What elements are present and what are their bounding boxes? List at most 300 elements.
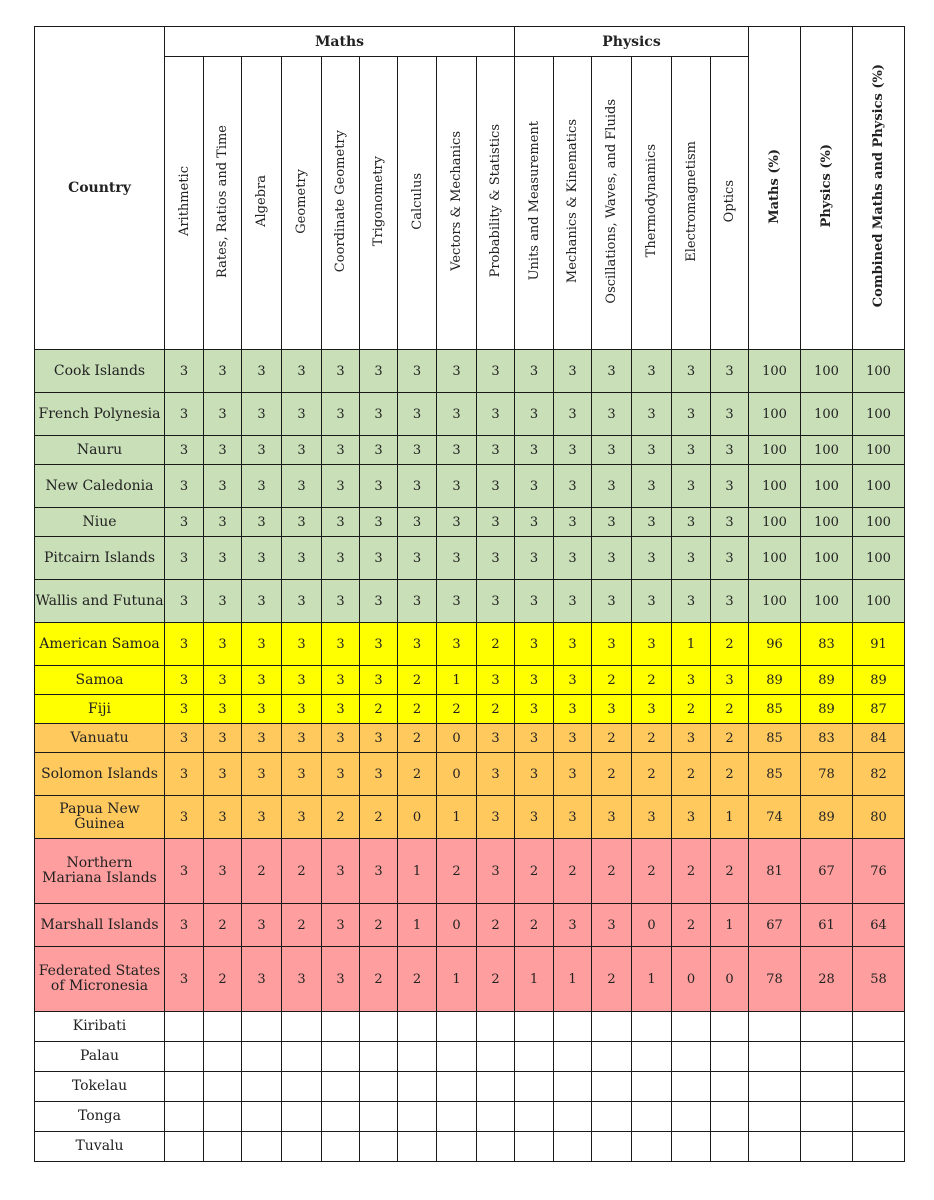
physics-topic-label: Thermodynamics [644,144,659,258]
score-cell: 3 [242,393,282,436]
score-cell: 2 [242,839,282,904]
score-cell: 3 [360,666,398,695]
score-cell: 3 [554,753,592,796]
score-cell [282,1102,322,1132]
score-cell: 3 [204,839,242,904]
table-row [35,796,905,839]
score-cell: 3 [554,393,592,436]
score-cell [165,1132,204,1162]
physics-percent-cell: 67 [801,839,853,904]
score-cell: 1 [711,796,749,839]
maths-percent-cell: 89 [749,666,801,695]
score-cell [515,1012,554,1042]
physics-percent-cell: 100 [801,508,853,537]
score-cell: 2 [282,904,322,947]
score-cell: 2 [672,839,711,904]
score-cell: 3 [672,436,711,465]
physics-percent-cell: 100 [801,393,853,436]
score-cell [672,1132,711,1162]
maths-percent-cell [749,1042,801,1072]
score-cell: 3 [672,465,711,508]
score-cell [592,1132,632,1162]
score-cell [672,1072,711,1102]
table-row [35,436,905,465]
score-cell: 3 [554,666,592,695]
score-cell: 3 [165,508,204,537]
physics-percent-cell [801,1132,853,1162]
score-cell: 3 [204,350,242,393]
physics-percent-cell: 100 [801,436,853,465]
physics-topic-label: Units and Measurement [526,121,542,281]
physics-percent-cell: 100 [801,537,853,580]
score-cell: 2 [672,753,711,796]
score-cell: 3 [282,580,322,623]
score-cell: 3 [282,350,322,393]
combined-percent-cell: 100 [853,436,905,465]
maths-topic-header [322,57,360,350]
score-cell: 3 [165,695,204,724]
score-cell: 2 [398,947,437,1012]
score-cell [165,1102,204,1132]
score-cell: 3 [592,695,632,724]
maths-topic-label: Coordinate Geometry [333,129,348,273]
score-cell: 3 [554,508,592,537]
score-cell: 3 [672,537,711,580]
score-cell: 2 [632,753,672,796]
score-cell: 2 [437,695,477,724]
maths-topic-label: Calculus [409,172,425,230]
maths-percent-cell [749,1132,801,1162]
maths-percent-cell: 100 [749,580,801,623]
score-cell: 2 [360,904,398,947]
table-row [35,350,905,393]
score-cell: 3 [477,753,515,796]
physics-topic-header [592,57,632,350]
physics-percent-cell: 100 [801,350,853,393]
maths-percent-cell: 78 [749,947,801,1012]
score-cell [204,1072,242,1102]
score-cell: 1 [672,623,711,666]
score-cell: 3 [204,796,242,839]
score-cell: 3 [515,724,554,753]
score-cell: 3 [282,436,322,465]
score-cell: 3 [592,537,632,580]
country-cell: Pitcairn Islands [35,537,165,580]
combined-percent-cell: 58 [853,947,905,1012]
score-cell [515,1132,554,1162]
country-cell: Nauru [35,436,165,465]
score-cell: 3 [204,724,242,753]
score-cell [398,1132,437,1162]
score-cell: 3 [632,465,672,508]
score-cell: 3 [322,623,360,666]
score-cell [165,1012,204,1042]
table-row [35,623,905,666]
combined-percent-cell [853,1072,905,1102]
score-cell: 3 [592,623,632,666]
maths-topic-label: Geometry [294,168,309,234]
physics-percent-cell: 83 [801,623,853,666]
table-row [35,839,905,904]
score-cell: 3 [477,839,515,904]
score-cell [632,1102,672,1132]
maths-topic-header [398,57,437,350]
score-cell: 3 [437,436,477,465]
score-cell: 2 [711,695,749,724]
score-cell: 3 [165,666,204,695]
maths-percent-cell: 85 [749,695,801,724]
score-cell: 2 [592,753,632,796]
score-cell: 1 [554,947,592,1012]
maths-topic-label: Algebra [254,175,269,227]
score-cell: 3 [711,436,749,465]
score-cell: 3 [437,508,477,537]
score-cell: 2 [477,947,515,1012]
combined-pct-header [853,27,905,350]
score-cell [204,1102,242,1132]
score-cell [282,1042,322,1072]
score-cell: 3 [204,465,242,508]
score-cell: 0 [632,904,672,947]
country-cell: Tuvalu [35,1132,165,1162]
score-cell: 3 [672,350,711,393]
maths-percent-cell: 100 [749,508,801,537]
score-cell [437,1042,477,1072]
score-cell [515,1042,554,1072]
score-cell [242,1012,282,1042]
maths-percent-cell: 100 [749,393,801,436]
score-cell: 3 [360,580,398,623]
score-cell: 3 [360,724,398,753]
score-cell: 3 [322,904,360,947]
score-cell: 3 [437,465,477,508]
score-cell: 3 [282,796,322,839]
score-cell: 3 [515,465,554,508]
score-cell: 3 [398,623,437,666]
score-cell: 1 [711,904,749,947]
score-cell: 3 [398,465,437,508]
score-cell: 2 [477,904,515,947]
country-cell: French Polynesia [35,393,165,436]
physics-topic-header [711,57,749,350]
score-cell: 3 [282,724,322,753]
physics-percent-cell [801,1102,853,1132]
score-cell: 3 [711,393,749,436]
score-cell: 3 [242,465,282,508]
score-cell: 2 [672,904,711,947]
physics-percent-cell: 28 [801,947,853,1012]
score-cell: 3 [711,350,749,393]
score-cell: 3 [554,695,592,724]
score-cell [477,1042,515,1072]
score-cell [242,1072,282,1102]
score-cell: 3 [322,580,360,623]
score-cell: 3 [672,508,711,537]
score-cell: 3 [515,350,554,393]
score-cell [242,1042,282,1072]
score-cell: 3 [322,753,360,796]
score-cell: 1 [398,904,437,947]
score-cell [165,1072,204,1102]
score-cell [398,1072,437,1102]
score-cell: 3 [204,537,242,580]
combined-percent-cell: 100 [853,393,905,436]
score-cell: 3 [204,393,242,436]
score-cell: 3 [632,623,672,666]
score-cell: 3 [672,666,711,695]
score-cell [204,1012,242,1042]
maths-percent-cell: 100 [749,350,801,393]
score-cell: 3 [242,623,282,666]
score-cell [360,1042,398,1072]
combined-percent-cell: 84 [853,724,905,753]
maths-topic-label: Vectors & Mechanics [449,131,464,271]
score-cell [554,1072,592,1102]
combined-percent-cell: 100 [853,537,905,580]
physics-topic-header [672,57,711,350]
score-cell: 1 [437,947,477,1012]
country-cell: Samoa [35,666,165,695]
score-cell: 3 [165,465,204,508]
score-cell: 3 [515,436,554,465]
physics-percent-cell: 89 [801,796,853,839]
score-cell: 3 [165,796,204,839]
maths-percent-cell: 74 [749,796,801,839]
score-cell: 2 [592,839,632,904]
score-cell: 2 [711,839,749,904]
physics-pct-header [801,27,853,350]
country-cell: Marshall Islands [35,904,165,947]
score-cell [711,1102,749,1132]
score-cell [711,1072,749,1102]
score-cell: 3 [322,436,360,465]
country-cell: Cook Islands [35,350,165,393]
score-cell [322,1042,360,1072]
score-cell [398,1012,437,1042]
maths-percent-cell: 67 [749,904,801,947]
maths-topic-label: Trigonometry [371,155,386,247]
score-cell: 3 [437,537,477,580]
table-row [35,580,905,623]
physics-topic-header [632,57,672,350]
score-cell [554,1012,592,1042]
maths-percent-cell: 100 [749,465,801,508]
score-cell: 3 [360,465,398,508]
combined-percent-cell: 82 [853,753,905,796]
score-cell: 3 [592,796,632,839]
maths-topic-header [204,57,242,350]
score-cell: 3 [477,724,515,753]
combined-percent-cell: 100 [853,465,905,508]
score-cell: 3 [477,465,515,508]
score-cell: 3 [165,393,204,436]
score-cell: 2 [711,753,749,796]
maths-percent-cell [749,1102,801,1132]
score-cell: 3 [711,537,749,580]
country-cell: Niue [35,508,165,537]
combined-percent-cell: 100 [853,508,905,537]
score-cell: 3 [204,436,242,465]
score-cell [360,1102,398,1132]
physics-topic-label: Optics [722,179,737,223]
score-cell: 3 [165,947,204,1012]
score-cell: 0 [711,947,749,1012]
score-cell: 3 [322,724,360,753]
combined-percent-cell [853,1042,905,1072]
physics-topic-label: Oscillations, Waves, and Fluids [604,98,619,304]
combined-percent-cell: 64 [853,904,905,947]
maths-pct-header [749,27,801,350]
score-cell: 3 [672,796,711,839]
score-cell [592,1012,632,1042]
physics-topic-label: Electromagnetism [683,140,699,262]
score-cell: 3 [322,839,360,904]
maths-topic-header [437,57,477,350]
combined-percent-cell: 87 [853,695,905,724]
combined-pct-label: Combined Maths and Physics (%) [871,64,886,308]
score-cell: 3 [672,724,711,753]
score-cell: 3 [477,666,515,695]
score-cell [515,1072,554,1102]
score-cell: 3 [398,436,437,465]
country-cell: Northern Mariana Islands [35,839,165,904]
score-cell: 3 [515,580,554,623]
table-row [35,724,905,753]
score-cell: 0 [437,724,477,753]
score-cell: 2 [711,724,749,753]
country-cell: Federated States of Micronesia [35,947,165,1012]
score-cell: 3 [515,796,554,839]
score-cell: 3 [437,393,477,436]
score-cell: 2 [515,904,554,947]
combined-percent-cell: 100 [853,580,905,623]
score-cell: 3 [322,393,360,436]
score-cell: 1 [437,796,477,839]
score-cell [477,1072,515,1102]
score-cell: 3 [554,623,592,666]
score-cell [437,1012,477,1042]
score-cell [322,1072,360,1102]
score-cell: 2 [554,839,592,904]
score-cell: 0 [437,753,477,796]
score-cell [554,1132,592,1162]
score-cell: 3 [322,666,360,695]
maths-topic-header [360,57,398,350]
score-cell: 3 [632,796,672,839]
country-cell: Vanuatu [35,724,165,753]
score-cell: 2 [398,695,437,724]
maths-topic-header [477,57,515,350]
score-cell: 3 [515,695,554,724]
table-row [35,393,905,436]
score-cell: 3 [282,623,322,666]
country-cell: Palau [35,1042,165,1072]
score-cell: 3 [282,465,322,508]
maths-percent-cell: 85 [749,724,801,753]
score-cell: 3 [204,623,242,666]
combined-percent-cell: 91 [853,623,905,666]
score-cell: 3 [282,537,322,580]
score-cell: 3 [398,508,437,537]
score-cell: 3 [204,580,242,623]
score-cell: 0 [437,904,477,947]
score-cell: 3 [204,753,242,796]
physics-topic-header [515,57,554,350]
score-cell: 2 [282,839,322,904]
score-cell: 3 [398,350,437,393]
curriculum-coverage-table [34,26,905,1162]
score-cell: 3 [165,580,204,623]
score-cell: 3 [632,695,672,724]
score-cell [322,1102,360,1132]
score-cell: 3 [592,904,632,947]
score-cell: 2 [515,839,554,904]
score-cell: 3 [554,724,592,753]
score-cell [322,1012,360,1042]
maths-topic-label: Arithmetic [176,165,192,237]
score-cell: 2 [632,724,672,753]
score-cell: 3 [477,508,515,537]
score-cell: 3 [242,537,282,580]
score-cell: 3 [477,580,515,623]
country-cell: Tonga [35,1102,165,1132]
score-cell: 3 [360,623,398,666]
score-cell: 2 [672,695,711,724]
country-column-header: Country [35,27,165,350]
table-row [35,508,905,537]
combined-percent-cell: 89 [853,666,905,695]
score-cell: 2 [592,666,632,695]
score-cell: 3 [437,580,477,623]
score-cell: 3 [437,623,477,666]
score-cell [632,1042,672,1072]
score-cell [711,1042,749,1072]
physics-percent-cell: 100 [801,580,853,623]
score-cell [477,1012,515,1042]
score-cell [437,1072,477,1102]
score-cell: 1 [632,947,672,1012]
score-cell [360,1132,398,1162]
physics-percent-cell: 61 [801,904,853,947]
table-row [35,1102,905,1132]
score-cell: 3 [554,537,592,580]
score-cell: 3 [515,623,554,666]
physics-percent-cell: 89 [801,666,853,695]
score-cell: 3 [554,796,592,839]
score-cell: 3 [592,436,632,465]
score-cell: 3 [322,695,360,724]
score-cell: 3 [515,508,554,537]
country-cell: Wallis and Futuna [35,580,165,623]
score-cell [477,1132,515,1162]
score-cell: 3 [242,350,282,393]
score-cell: 3 [282,666,322,695]
score-cell: 3 [592,393,632,436]
score-cell [632,1132,672,1162]
score-cell [165,1042,204,1072]
combined-percent-cell [853,1102,905,1132]
score-cell: 1 [437,666,477,695]
score-cell: 3 [632,508,672,537]
score-cell: 3 [242,580,282,623]
score-cell: 3 [165,436,204,465]
score-cell: 3 [592,508,632,537]
score-cell: 3 [360,753,398,796]
table-row [35,753,905,796]
score-cell: 3 [477,393,515,436]
score-cell: 3 [477,436,515,465]
country-cell: Papua New Guinea [35,796,165,839]
